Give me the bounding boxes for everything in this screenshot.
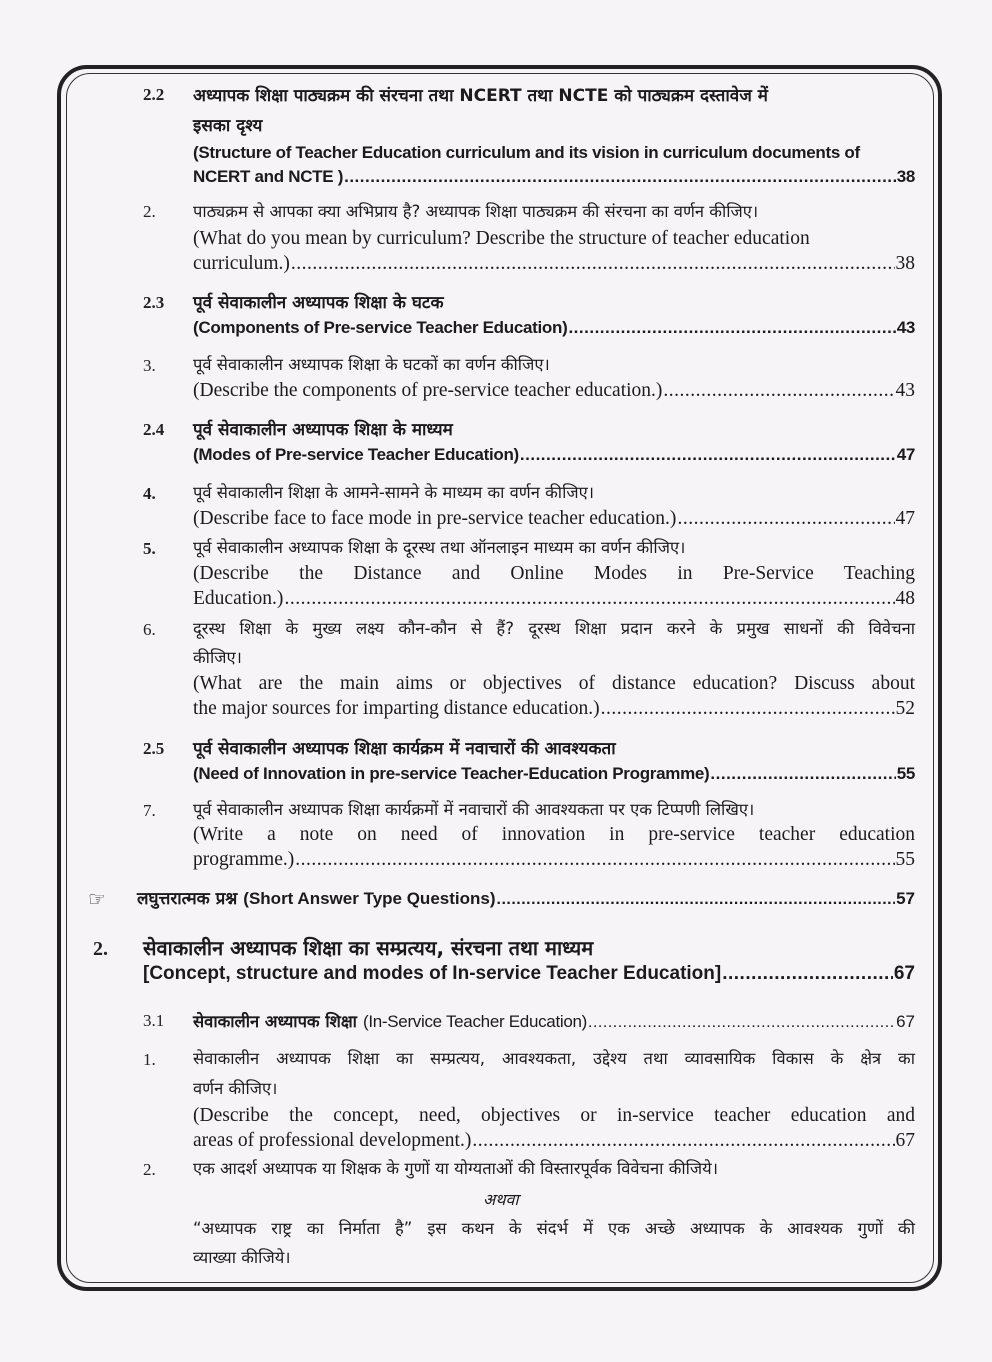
dot-leader <box>291 251 895 276</box>
dot-leader <box>710 761 895 786</box>
page-number: 67 <box>895 1130 915 1151</box>
page-number: 67 <box>896 1012 915 1031</box>
page-number: 47 <box>896 445 915 464</box>
question-english-line1: (What do you mean by curriculum? Describe the structure of teacher education <box>193 228 810 249</box>
page-number: 43 <box>896 318 915 337</box>
section-title-english-line1: (Structure of Teacher Education curriculum and its vision in curriculum documents of <box>193 143 860 162</box>
page-number: 48 <box>895 588 915 609</box>
question-english-line2: areas of professional development.) <box>193 1130 472 1151</box>
page-number: 38 <box>896 167 915 186</box>
question-number: 4. <box>143 484 156 503</box>
question-number: 2. <box>143 202 156 221</box>
page-number: 47 <box>895 508 915 529</box>
question-alt-hindi-line2: व्याख्या कीजिये। <box>193 1248 291 1267</box>
question-hindi: पूर्व सेवाकालीन अध्यापक शिक्षा कार्यक्रमों में नवाचारों की आवश्यकता पर एक टिप्पणी लिखिए। <box>193 800 755 819</box>
page-number: 38 <box>895 253 915 274</box>
question-hindi-line2: कीजिए। <box>193 648 242 667</box>
dot-leader <box>472 1128 894 1153</box>
section-number: 2.5 <box>143 739 165 758</box>
dot-leader <box>663 378 894 403</box>
question-alt-hindi-line1: “अध्यापक राष्ट्र का निर्माता है” इस कथन के संदर्भ में एक अच्छे अध्यापक के आवश्यक गुणों की <box>193 1219 915 1238</box>
page-number: 52 <box>895 698 915 719</box>
section-title-english: (In-Service Teacher Education) <box>362 1012 588 1031</box>
section-number: 2.2 <box>143 85 165 104</box>
dot-leader <box>601 696 895 721</box>
question-english-line1: (Describe the Distance and Online Modes in Pre-Service Teaching <box>193 563 915 584</box>
page-number: 67 <box>893 963 915 984</box>
question-hindi-line1: सेवाकालीन अध्यापक शिक्षा का सम्प्रत्यय, आवश्यकता, उद्देश्य तथा व्यावसायिक विकास के क्षेत्र का <box>193 1049 915 1068</box>
question-hindi: पूर्व सेवाकालीन अध्यापक शिक्षा के दूरस्थ तथा ऑनलाइन माध्यम का वर्णन कीजिए। <box>193 538 686 557</box>
section-title-hindi: पूर्व सेवाकालीन अध्यापक शिक्षा के माध्यम <box>193 420 453 440</box>
pointing-hand-icon: ☞ <box>88 887 106 911</box>
dot-leader <box>295 847 894 872</box>
chapter-number: 2. <box>93 938 108 960</box>
section-title-hindi: पूर्व सेवाकालीन अध्यापक शिक्षा के घटक <box>193 293 444 313</box>
dot-leader <box>588 1014 895 1032</box>
question-english-line2: the major sources for imparting distance education.) <box>193 698 600 719</box>
section-title-hindi-line1: अध्यापक शिक्षा पाठ्यक्रम की संरचना तथा NCERT तथा NCTE को पाठ्यक्रम दस्तावेज में <box>193 86 768 106</box>
question-hindi: पूर्व सेवाकालीन अध्यापक शिक्षा के घटकों का वर्णन कीजिए। <box>193 355 550 374</box>
or-separator: अथवा <box>483 1190 519 1209</box>
question-hindi: एक आदर्श अध्यापक या शिक्षक के गुणों या योग्यताओं की विस्तारपूर्वक विवेचना कीजिये। <box>193 1159 718 1178</box>
question-hindi-line1: दूरस्थ शिक्षा के मुख्य लक्ष्य कौन-कौन से हैं? दूरस्थ शिक्षा प्रदान करने के प्रमुख साधनों की विवेचना <box>193 619 915 638</box>
question-english-line1: (Write a note on need of innovation in pre-service teacher education <box>193 824 915 845</box>
page-number: 55 <box>896 764 915 783</box>
short-answer-hindi: लघुत्तरात्मक प्रश्न <box>137 889 238 909</box>
question-english-line2: Education.) <box>193 588 284 609</box>
question-english: (Describe the components of pre-service teacher education.) <box>193 380 663 401</box>
question-number: 3. <box>143 356 156 375</box>
question-english-line2: curriculum.) <box>193 253 290 274</box>
question-english-line1: (Describe the concept, need, objectives or in-service teacher education and <box>193 1105 915 1126</box>
section-title-english: (Need of Innovation in pre-service Teacher-Education Programme) <box>193 764 710 783</box>
question-number: 6. <box>143 620 156 639</box>
page-number: 57 <box>896 889 915 908</box>
question-number: 1. <box>143 1050 156 1069</box>
section-title-english: (Modes of Pre-service Teacher Education) <box>193 445 519 464</box>
question-english-line1: (What are the main aims or objectives of distance education? Discuss about <box>193 673 915 694</box>
section-title-english-line2: NCERT and NCTE ) <box>193 167 344 186</box>
page-number: 55 <box>895 849 915 870</box>
question-number: 2. <box>143 1160 156 1179</box>
chapter-title-english: [Concept, structure and modes of In-service Teacher Education] <box>143 963 722 984</box>
dot-leader <box>722 961 893 987</box>
dot-leader <box>520 442 896 467</box>
section-title-hindi: सेवाकालीन अध्यापक शिक्षा <box>193 1012 357 1031</box>
chapter-title-hindi: सेवाकालीन अध्यापक शिक्षा का सम्प्रत्यय, संरचना तथा माध्यम <box>143 936 594 960</box>
dot-leader <box>284 586 894 611</box>
dot-leader <box>344 164 896 189</box>
question-hindi: पूर्व सेवाकालीन शिक्षा के आमने-सामने के माध्यम का वर्णन कीजिए। <box>193 483 594 502</box>
section-title-hindi: पूर्व सेवाकालीन अध्यापक शिक्षा कार्यक्रम में नवाचारों की आवश्यकता <box>193 739 616 759</box>
section-number: 3.1 <box>143 1011 165 1030</box>
question-hindi: पाठ्यक्रम से आपका क्या अभिप्राय है? अध्यापक शिक्षा पाठ्यक्रम की संरचना का वर्णन कीजिए। <box>193 202 759 221</box>
section-title-hindi-line2: इसका दृश्य <box>193 116 263 136</box>
question-number: 5. <box>143 539 156 558</box>
question-hindi-line2: वर्णन कीजिए। <box>193 1079 278 1098</box>
short-answer-english: (Short Answer Type Questions) <box>243 889 496 908</box>
dot-leader <box>497 891 896 909</box>
section-title-english: (Components of Pre-service Teacher Education) <box>193 318 568 337</box>
section-number: 2.3 <box>143 293 165 312</box>
question-english-line2: programme.) <box>193 849 295 870</box>
dot-leader <box>568 315 895 340</box>
page-number: 43 <box>895 380 915 401</box>
section-number: 2.4 <box>143 420 165 439</box>
dot-leader <box>677 506 894 531</box>
question-english: (Describe face to face mode in pre-service teacher education.) <box>193 508 677 529</box>
question-number: 7. <box>143 801 156 820</box>
